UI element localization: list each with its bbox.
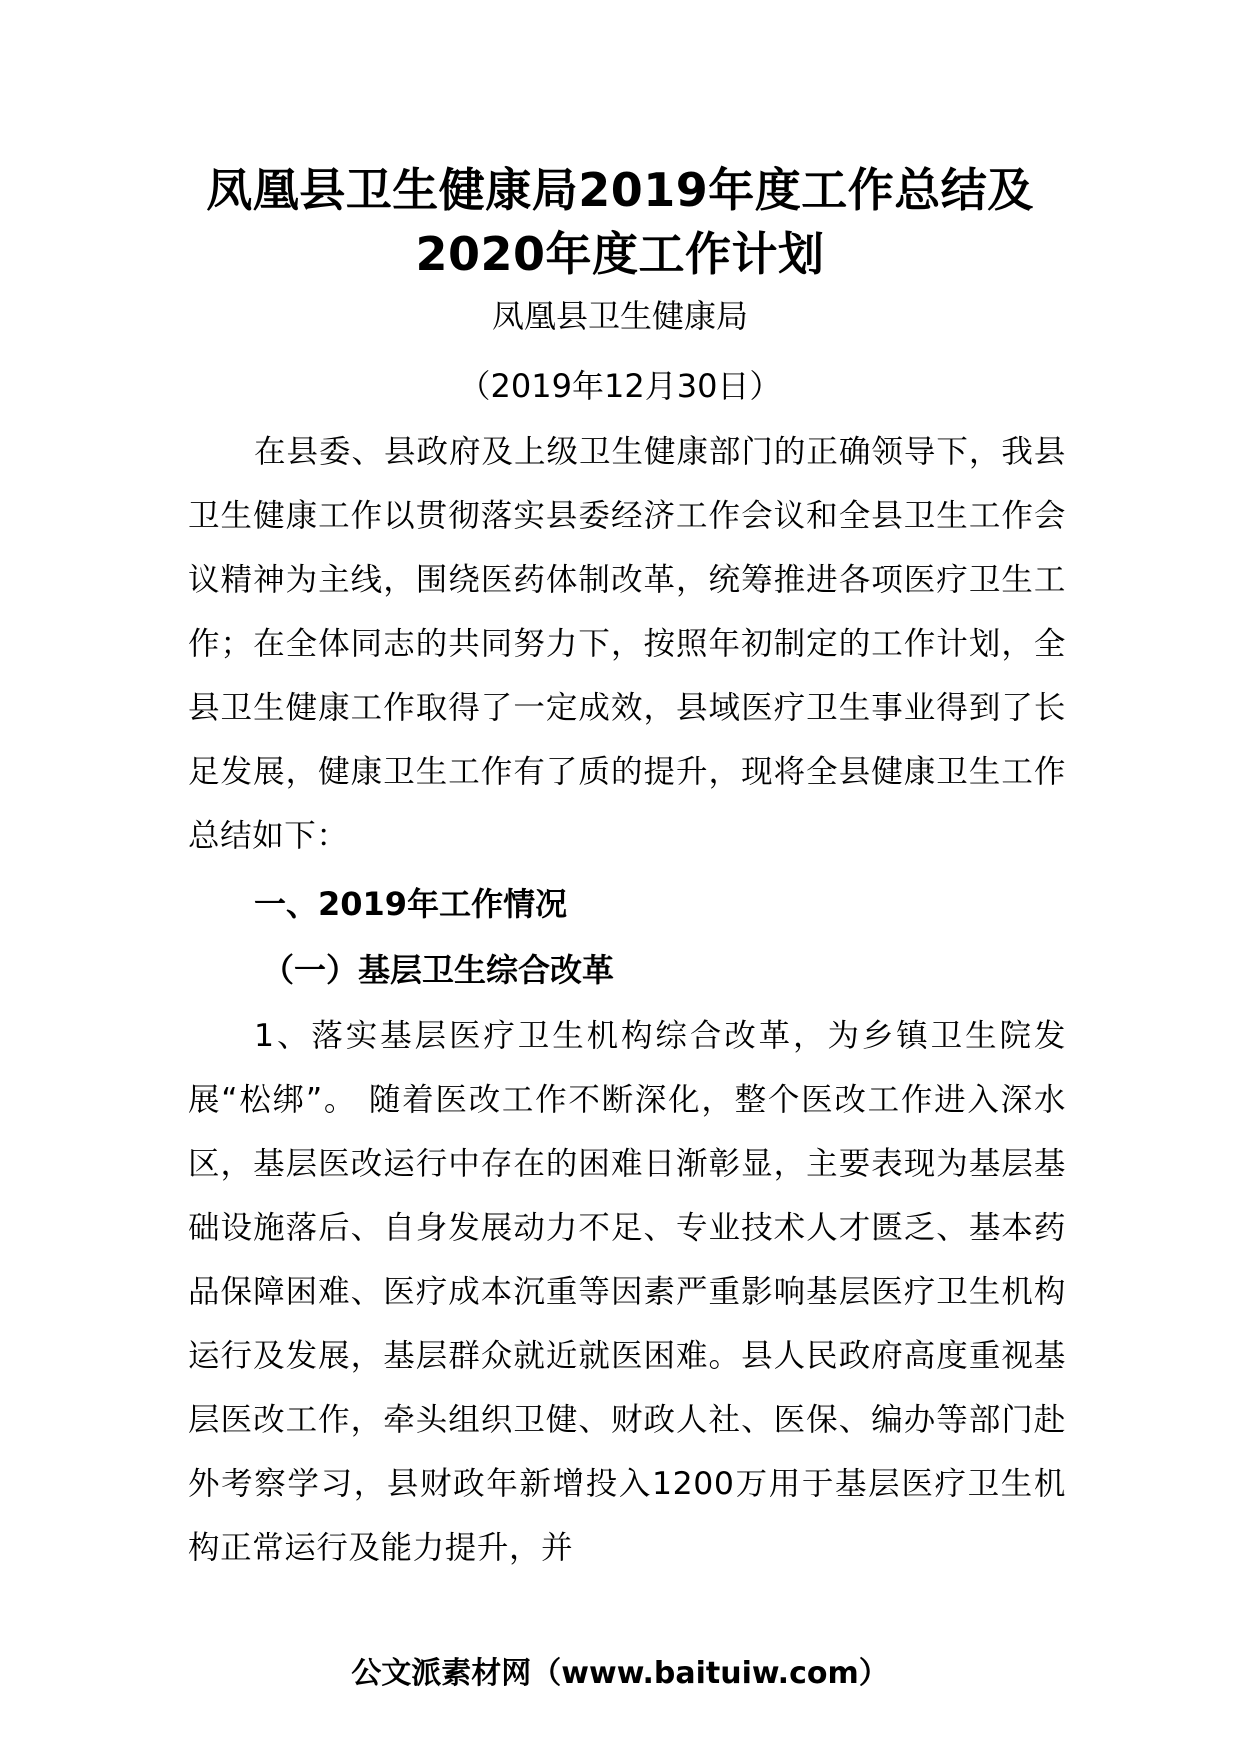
body-paragraph: 1、落实基层医疗卫生机构综合改革，为乡镇卫生院发展“松绑”。 随着医改工作不断深化，整个医改工作进入深水区，基层医改运行中存在的困难日渐彰显，主要表现为基层基础设施落后、自身发展动力不足、专业技术人才匮乏、基本药品保障困难、医疗成本沉重等因素严重影响基层医疗卫生机构运行及发展，基层群众就近就医困难。县人民政府高度重视基层医改工作，牵头组织卫健、财政人社、医保、编办等部门赴外考察学习，县财政年新增投入1200万用于基层医疗卫生机构正常运行及能力提升，并 [188, 1018, 1066, 1566]
section-heading: 一、2019年工作情况 [254, 885, 568, 923]
issuing-organization: 凤凰县卫生健康局 [491, 297, 748, 335]
subsection-heading: （一）基层卫生综合改革 [262, 951, 615, 989]
document-title [150, 158, 1090, 286]
intro-paragraph: 在县委、县政府及上级卫生健康部门的正确领导下，我县卫生健康工作以贯彻落实县委经济工作会议和全县卫生工作会议精神为主线，围绕医药体制改革，统筹推进各项医疗卫生工作；在全体同志的共同努力下，按照年初制定的工作计划，全县卫生健康工作取得了一定成效，县域医疗卫生事业得到了长足发展，健康卫生工作有了质的提升，现将全县健康卫生工作总结如下： [188, 434, 1066, 854]
footer-watermark: 公文派素材网（www.baituiw.com） [351, 1656, 889, 1691]
document-date: （2019年12月30日） [458, 367, 782, 405]
title-line-2: 2020年度工作计划 [415, 227, 825, 281]
title-line-1: 凤凰县卫生健康局2019年度工作总结及 [206, 163, 1034, 217]
